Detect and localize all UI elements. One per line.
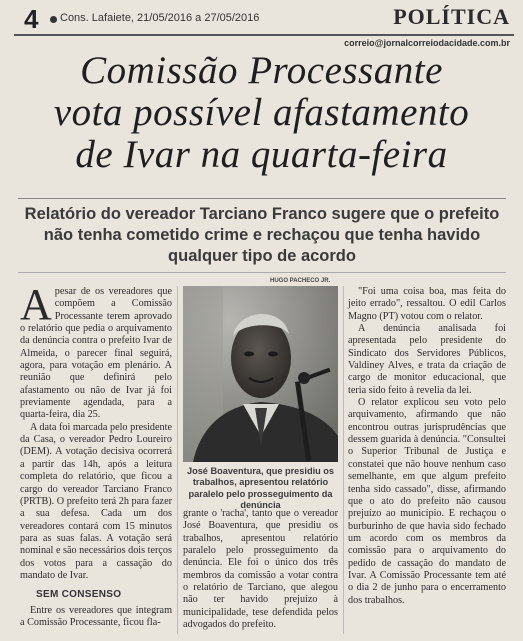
page-header <box>14 4 514 48</box>
column-rule <box>343 286 344 634</box>
headline-line: vota possível afastamento <box>53 91 470 134</box>
article-column-3 <box>348 286 506 607</box>
divider <box>18 272 506 273</box>
article-paragraph: A data foi marcada pelo presidente da Casa, o vereador Pedro Loureiro (DEM). A votação decisiva ocorrerá a partir das 14h, após a leitura completa do relatório, que ficou a cargo do vereador Tarciano Franco (PRTB). O prefeito terá 2h para fazer a sua defesa. Cada um dos vereadores contará com 15 minutos para as suas falas. A votação será nominal e são necessários dois terços dos votos para a cassação do mandato de Ivar. <box>20 421 172 581</box>
photo-credit: HUGO PACHECO JR. <box>270 278 331 284</box>
paragraph-text: pesar de os vereadores que compõem a Comissão Processante terem aprovado o relatório que pedia o arquivamento da denúncia contra o prefeito Ivar de Almeida, o parecer final seguirá, agora, para votação em plenário. A reunião que definirá pelo afastamento ou não de Ivar já foi previamente agendada, para a quarta-feira, dia 25. <box>20 286 172 421</box>
article-paragraph: grante o 'racha', tanto que o vereador José Boaventura, que presidiu os trabalhos, apresentou relatório paralelo pelo prosseguimento da denúncia. Ele foi o único dos três membros da comissão a votar contra o relatório de Tarciano, que alegou não ter havido prejuízo à municipalidade, tese defendida pelos advogados do prefeito. <box>183 508 338 631</box>
article-column-1 <box>20 280 172 629</box>
article-paragraph: A denúncia analisada foi apresentada pelo presidente do Sindicato dos Servidores Públicos, Valdiney Alves, e trata da criação de cargo de monitor educacional, que teria sido feito à revelia da lei. <box>348 323 506 396</box>
section-title: POLÍTICA <box>393 4 510 29</box>
contact-email: correio@jornalcorreiodacidade.com.br <box>344 38 510 48</box>
edition-line: Cons. Lafaiete, 21/05/2016 a 27/05/2016 <box>60 12 260 24</box>
headline-line: Comissão Processante <box>80 49 443 92</box>
page-number: 4 <box>24 4 39 34</box>
headline-line: de Ivar na quarta-feira <box>75 133 448 176</box>
subheadline: Relatório do vereador Tarciano Franco sugere que o prefeito não tenha cometido crime e rechaçou que tenha havido qualquer tipo de acordo <box>24 205 500 265</box>
divider <box>18 198 506 199</box>
bullet-icon <box>50 16 57 23</box>
headline <box>10 50 513 176</box>
portrait-image <box>183 286 338 462</box>
header-rule <box>14 34 514 36</box>
article-paragraph: O relator explicou seu voto pelo arquivamento, afirmando que não encontrou outras jurisprudências que dessem guarida à denúncia. "Consultei o Superior Tribunal de Justiça e constatei que não houve nenhum caso semelhante, em que algum prefeito tenha sido cassado", disse, afirmando que o ato do prefeito não causou prejuízo ao município. E rechaçou o burburinho de que havia sido fechado um acordo com os membros da comissão para o arquivamento do pedido de cassação do mandato de Ivar. A Comissão Processante tem até o dia 2 de junho para o encerramento dos trabalhos. <box>348 397 506 606</box>
article-column-2 <box>183 508 338 631</box>
article-paragraph: "Foi uma coisa boa, mas feita do jeito errado", ressaltou. O edil Carlos Magno (PT) votou com o relator. <box>348 286 506 322</box>
article-paragraph: Entre os vereadores que integram a Comissão Processante, ficou fla- <box>20 604 172 628</box>
drop-cap: A <box>20 280 52 329</box>
article-photo <box>183 286 338 462</box>
photo-caption: José Boaventura, que presidiu os trabalhos, apresentou relatório paralelo pelo prosseguimento da denúncia <box>186 466 335 510</box>
article-paragraph <box>20 280 172 422</box>
section-subtitle: SEM CONSENSO <box>36 589 122 601</box>
column-rule <box>177 286 178 634</box>
